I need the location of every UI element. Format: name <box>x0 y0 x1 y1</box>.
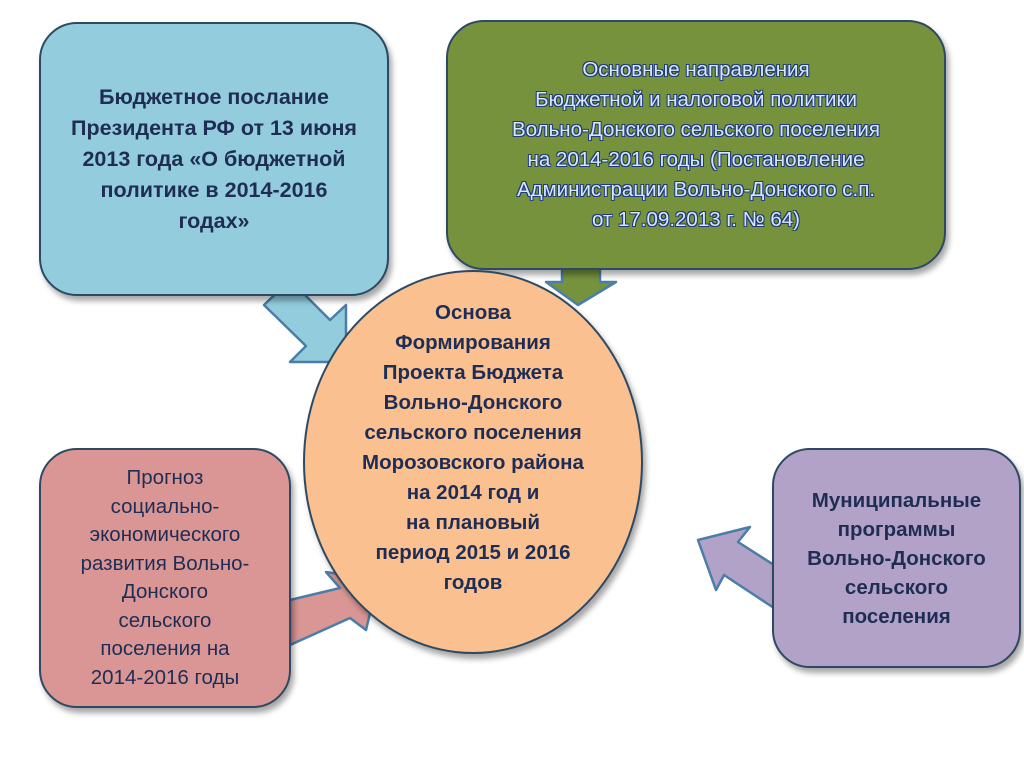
center-circle-text: Основа Формирования Проекта Бюджета Вольно-Донского сельского поселения Морозовского района на 2014 год и на плановый период 2015 и 2016 годов <box>362 301 584 594</box>
center-circle <box>303 270 643 654</box>
budget-message-text: Бюджетное послание Президента РФ от 13 июня 2013 года «О бюджетной политике в 2014-2016 годах» <box>71 84 357 233</box>
budget-message-box <box>39 22 389 296</box>
policy-directions-box <box>446 20 946 270</box>
policy-directions-text: Основные направления Бюджетной и налоговой политики Вольно-Донского сельского поселения на 2014-2016 годы (Постановление Администрации Вольно-Донского с.п. от 17.09.2013 г. № 64) <box>512 58 880 231</box>
forecast-box <box>39 448 291 708</box>
municipal-programs-box <box>772 448 1021 668</box>
forecast-text: Прогноз социально- экономического развития Вольно- Донского сельского поселения на 2014-2016 годы <box>80 466 250 689</box>
municipal-programs-text: Муниципальные программы Вольно-Донского сельского поселения <box>807 488 986 628</box>
arrow-programs-to-center <box>698 527 774 608</box>
